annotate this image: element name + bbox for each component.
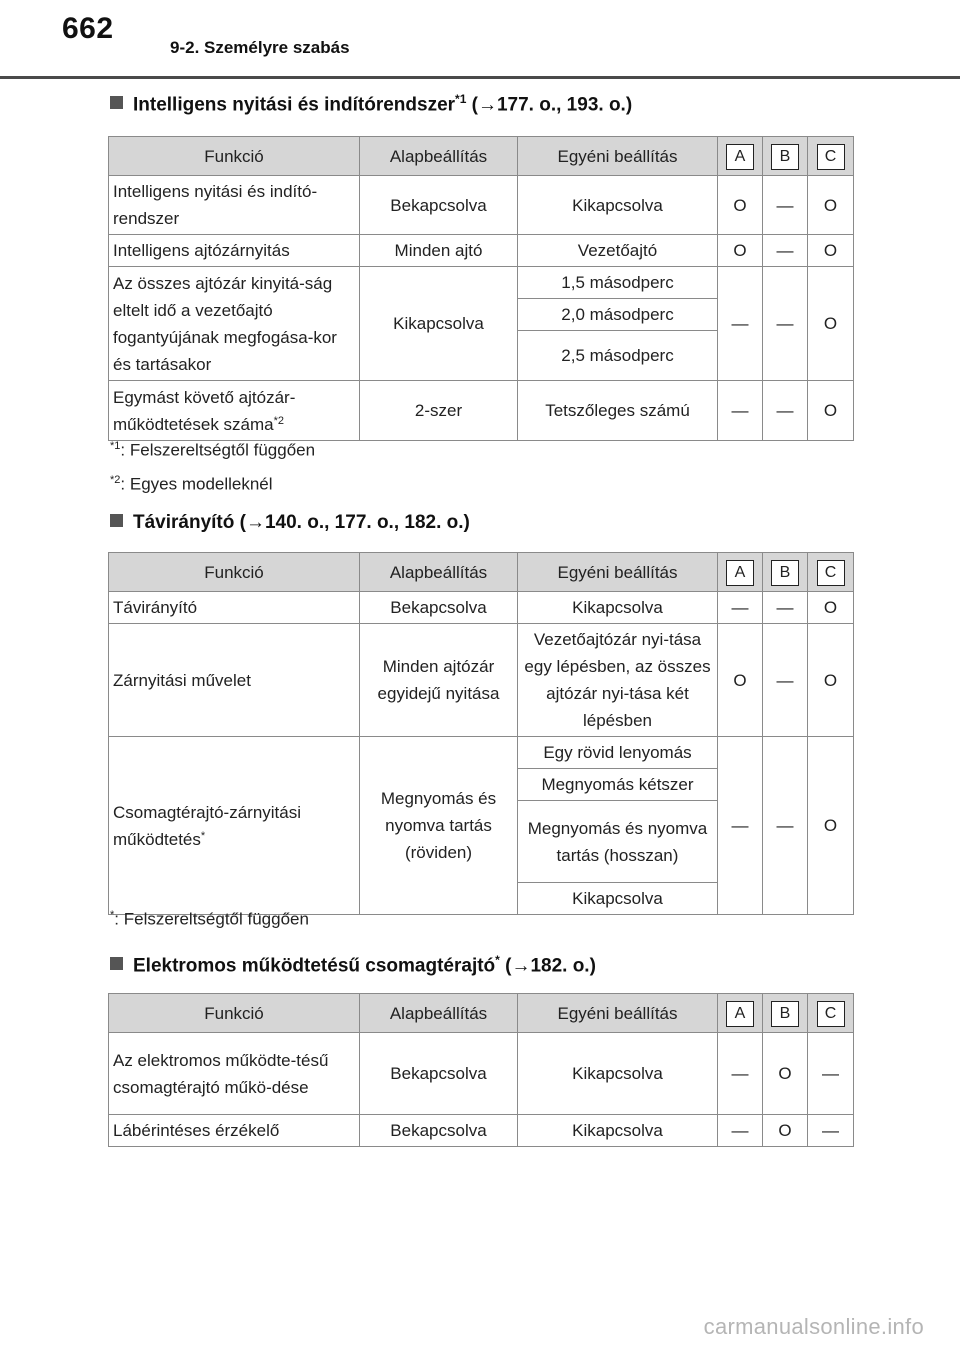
- cell-a: —: [718, 1033, 763, 1115]
- table-row: [109, 737, 854, 769]
- cell-default: Bekapcsolva: [360, 592, 518, 624]
- cell-function: Csomagtérajtó-zárnyitási működtetés*: [109, 737, 360, 915]
- arrow-right-icon: →: [477, 94, 497, 116]
- table-row: [109, 176, 854, 235]
- cell-function: Lábérintéses érzékelő: [109, 1115, 360, 1147]
- cell-a: O: [718, 235, 763, 267]
- col-header-function: Funkció: [109, 994, 360, 1033]
- footnote-remote: *: Felszereltségtől függően: [110, 909, 309, 929]
- cell-b: —: [763, 235, 808, 267]
- col-header-c: C: [817, 560, 845, 586]
- cell-function: Távirányító: [109, 592, 360, 624]
- page-reference: 182. o.): [530, 955, 596, 977]
- cell-b: —: [763, 737, 808, 915]
- settings-table-power-tailgate: [108, 993, 854, 1147]
- cell-function: Az elektromos működte-tésű csomagtérajtó műkö-dése: [109, 1033, 360, 1115]
- section-heading-power-tailgate: Elektromos működtetésű csomagtérajtó* (→182. o.): [110, 953, 596, 977]
- cell-default: Bekapcsolva: [360, 1115, 518, 1147]
- col-header-b: B: [771, 144, 799, 170]
- table-row: [109, 624, 854, 737]
- arrow-right-icon: →: [511, 955, 531, 977]
- cell-function: Intelligens nyitási és indító-rendszer: [109, 176, 360, 235]
- col-header-a: A: [726, 144, 754, 170]
- table-row: [109, 381, 854, 441]
- col-header-b: B: [771, 560, 799, 586]
- cell-a: O: [718, 624, 763, 737]
- section-title: Távirányító: [133, 512, 235, 533]
- settings-table-smart-entry: [108, 136, 854, 441]
- cell-c: O: [808, 381, 854, 441]
- col-header-function: Funkció: [109, 553, 360, 592]
- square-bullet-icon: [110, 957, 123, 970]
- table-header-row: [109, 137, 854, 176]
- col-header-function: Funkció: [109, 137, 360, 176]
- cell-a: O: [718, 176, 763, 235]
- header-divider: [0, 76, 960, 79]
- cell-a: —: [718, 737, 763, 915]
- page-reference: 177. o., 193. o.): [496, 94, 633, 116]
- cell-custom-option: Megnyomás kétszer: [518, 769, 718, 801]
- col-header-c: C: [817, 1001, 845, 1027]
- col-header-default: Alapbeállítás: [360, 553, 518, 592]
- cell-c: O: [808, 592, 854, 624]
- footnote-2: $^{*2}$: Egyes modelleknél: [110, 474, 273, 494]
- table-row: [109, 592, 854, 624]
- cell-default: Kikapcsolva: [360, 267, 518, 381]
- cell-custom: Kikapcsolva: [518, 176, 718, 235]
- cell-function: Zárnyitási művelet: [109, 624, 360, 737]
- cell-a: —: [718, 381, 763, 441]
- cell-a: —: [718, 592, 763, 624]
- cell-default: Bekapcsolva: [360, 1033, 518, 1115]
- arrow-right-icon: →: [245, 512, 265, 533]
- cell-custom-option: 2,5 másodperc: [518, 331, 718, 381]
- cell-custom-option: 2,0 másodperc: [518, 299, 718, 331]
- section-heading-smart-entry: Intelligens nyitási és indítórendszer$^{*1}$ (→177. o., 193. o.): [110, 92, 632, 116]
- cell-b: —: [763, 267, 808, 381]
- col-header-c: C: [817, 144, 845, 170]
- page-number: 662: [62, 12, 114, 45]
- footnote-1: $^{*1}$: Felszereltségtől függően: [110, 440, 316, 460]
- page-header: [0, 0, 960, 78]
- cell-custom: Kikapcsolva: [518, 1115, 718, 1147]
- cell-function: Egymást követő ajtózár-működtetések száma$^{*2}$: [109, 381, 360, 441]
- cell-custom-option: Egy rövid lenyomás: [518, 737, 718, 769]
- footnote-ref: *1: [455, 92, 467, 106]
- cell-custom: Kikapcsolva: [518, 1033, 718, 1115]
- cell-custom: Tetszőleges számú: [518, 381, 718, 441]
- cell-custom: Vezetőajtó: [518, 235, 718, 267]
- table-row: [109, 235, 854, 267]
- cell-function: Az összes ajtózár kinyitá-ság eltelt idő a vezetőajtó fogantyújának megfogása-kor és tartásakor: [109, 267, 360, 381]
- square-bullet-icon: [110, 514, 123, 527]
- cell-b: —: [763, 381, 808, 441]
- cell-default: Megnyomás és nyomva tartás (röviden): [360, 737, 518, 915]
- section-heading-remote: Távirányító (→140. o., 177. o., 182. o.): [110, 512, 470, 534]
- cell-default: Minden ajtó: [360, 235, 518, 267]
- cell-b: —: [763, 176, 808, 235]
- col-header-custom: Egyéni beállítás: [518, 994, 718, 1033]
- cell-c: O: [808, 737, 854, 915]
- page-reference: 140. o., 177. o., 182. o.): [264, 512, 470, 533]
- cell-b: —: [763, 592, 808, 624]
- col-header-default: Alapbeállítás: [360, 994, 518, 1033]
- col-header-b: B: [771, 1001, 799, 1027]
- cell-c: —: [808, 1115, 854, 1147]
- cell-a: —: [718, 1115, 763, 1147]
- cell-default: Bekapcsolva: [360, 176, 518, 235]
- cell-c: O: [808, 176, 854, 235]
- cell-custom: Vezetőajtózár nyi-tása egy lépésben, az összes ajtózár nyi-tása két lépésben: [518, 624, 718, 737]
- footnote-ref: *2: [273, 414, 285, 427]
- cell-default: Minden ajtózár egyidejű nyitása: [360, 624, 518, 737]
- settings-table-remote: [108, 552, 854, 915]
- cell-c: O: [808, 235, 854, 267]
- cell-a: —: [718, 267, 763, 381]
- col-header-custom: Egyéni beállítás: [518, 137, 718, 176]
- footnote-ref: *: [200, 829, 206, 842]
- table-row: [109, 1033, 854, 1115]
- table-header-row: [109, 994, 854, 1033]
- cell-default: 2-szer: [360, 381, 518, 441]
- watermark-text: carmanualsonline.info: [703, 1314, 924, 1339]
- table-row: [109, 267, 854, 299]
- section-title: Elektromos működtetésű csomagtérajtó: [133, 955, 496, 977]
- cell-function: Intelligens ajtózárnyitás: [109, 235, 360, 267]
- cell-custom-option: Megnyomás és nyomva tartás (hosszan): [518, 801, 718, 883]
- cell-b: O: [763, 1033, 808, 1115]
- table-header-row: [109, 553, 854, 592]
- footnote-ref: *: [495, 953, 500, 967]
- cell-c: —: [808, 1033, 854, 1115]
- chapter-title: 9-2. Személyre szabás: [170, 38, 350, 57]
- cell-c: O: [808, 624, 854, 737]
- square-bullet-icon: [110, 96, 123, 109]
- col-header-custom: Egyéni beállítás: [518, 553, 718, 592]
- cell-b: —: [763, 624, 808, 737]
- cell-custom: Kikapcsolva: [518, 592, 718, 624]
- table-row: [109, 1115, 854, 1147]
- cell-c: O: [808, 267, 854, 381]
- col-header-a: A: [726, 1001, 754, 1027]
- cell-custom-option: 1,5 másodperc: [518, 267, 718, 299]
- section-title: Intelligens nyitási és indítórendszer: [133, 94, 456, 116]
- col-header-default: Alapbeállítás: [360, 137, 518, 176]
- cell-b: O: [763, 1115, 808, 1147]
- cell-custom-option: Kikapcsolva: [518, 883, 718, 915]
- col-header-a: A: [726, 560, 754, 586]
